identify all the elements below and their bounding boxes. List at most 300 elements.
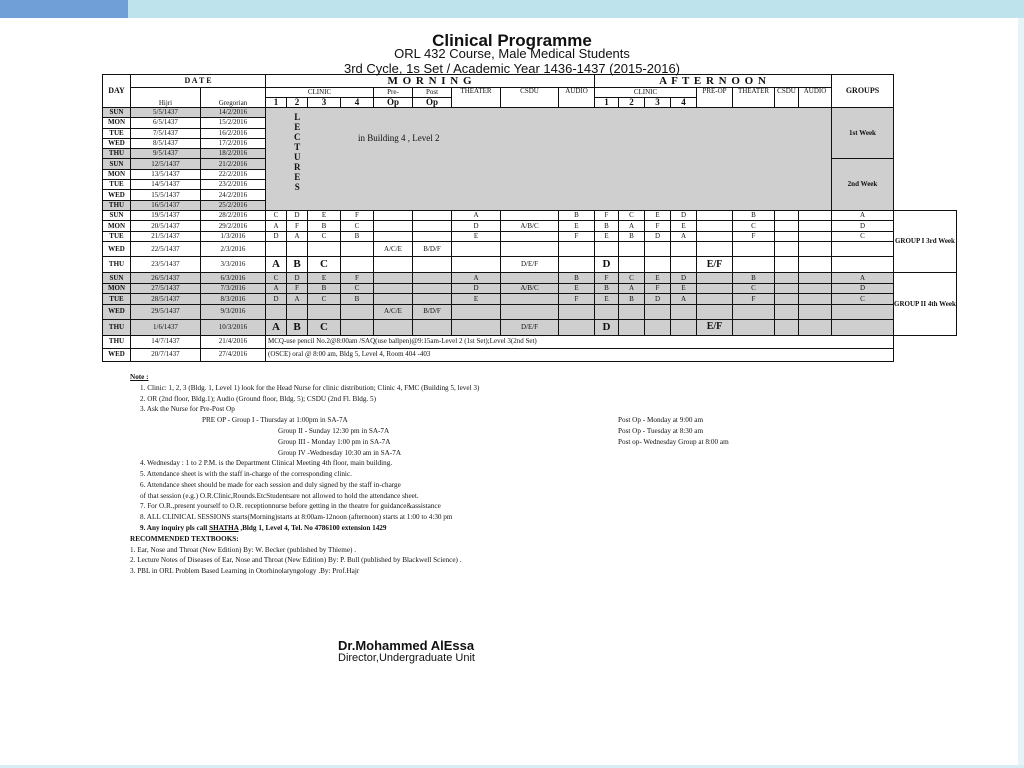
- schedule-cell: [799, 319, 832, 335]
- schedule-cell: B: [619, 231, 645, 242]
- rotation-row-hijri: 21/5/1437: [131, 231, 201, 242]
- schedule-cell: B: [559, 210, 595, 221]
- rotation-row-day: MON: [103, 221, 131, 232]
- lecture-letter: L: [294, 112, 301, 122]
- lecture-row-gregorian: 23/2/2016: [201, 180, 266, 190]
- schedule-cell: D: [452, 221, 501, 232]
- notes-heading: Note :: [130, 373, 149, 381]
- schedule-cell: B: [619, 294, 645, 305]
- exam-details: MCQ-use pencil No.2@8:00am /SAQ(use ballpen)@9:15am-Level 2 (1st Set);Level 3(2nd Set): [266, 335, 894, 348]
- gregorian-header: Gregorian: [201, 88, 266, 108]
- group-2-week-4: GROUP II 4th Week: [894, 273, 957, 336]
- schedule-cell: E: [595, 231, 619, 242]
- schedule-cell: [697, 210, 733, 221]
- schedule-cell: [832, 242, 894, 257]
- textbook-1: 1. Ear, Nose and Throat (New Edition) By: W. Becker (published by Thieme) .: [130, 545, 357, 554]
- schedule-cell: [413, 294, 452, 305]
- clinic-num-pm: 3: [645, 98, 671, 108]
- lecture-letter: E: [294, 122, 301, 132]
- schedule-cell: [671, 242, 697, 257]
- schedule-cell: D: [266, 294, 287, 305]
- rotation-row-gregorian: 10/3/2016: [201, 319, 266, 335]
- schedule-cell: F: [287, 283, 308, 294]
- schedule-cell: [501, 242, 559, 257]
- lecture-letter: T: [294, 142, 301, 152]
- lecture-letter: R: [294, 162, 301, 172]
- rotation-row-gregorian: 2/3/2016: [201, 242, 266, 257]
- schedule-cell: A: [266, 221, 287, 232]
- schedule-cell: A: [671, 294, 697, 305]
- schedule-cell: [413, 210, 452, 221]
- schedule-cell: F: [559, 294, 595, 305]
- schedule-cell: A: [832, 273, 894, 284]
- exam-row-gregorian: 27/4/2016: [201, 348, 266, 361]
- note-8: 8. ALL CLINICAL SESSIONS starts(Morning)starts at 8:00am-12noon (afternoon) starts at 1:00 to 4:30 pm: [140, 513, 453, 522]
- schedule-cell: E: [308, 273, 341, 284]
- clinic-num-am: 2: [287, 98, 308, 108]
- schedule-cell: E: [645, 273, 671, 284]
- exam-row-hijri: 14/7/1437: [131, 335, 201, 348]
- schedule-cell: [559, 257, 595, 273]
- schedule-cell: D: [287, 210, 308, 221]
- rotation-row-hijri: 23/5/1437: [131, 257, 201, 273]
- audio-header-pm: AUDIO: [799, 88, 832, 108]
- lecture-row-gregorian: 17/2/2016: [201, 138, 266, 148]
- lecture-row-day: THU: [103, 200, 131, 210]
- schedule-cell: B: [287, 257, 308, 273]
- notes-section: [130, 372, 850, 577]
- week-2-group: 2nd Week: [832, 159, 894, 210]
- schedule-cell: [452, 304, 501, 319]
- exam-row: [103, 335, 957, 348]
- rotation-row-gregorian: 6/3/2016: [201, 273, 266, 284]
- schedule-cell: [799, 242, 832, 257]
- schedule-cell: F: [341, 273, 374, 284]
- lecture-row-gregorian: 16/2/2016: [201, 128, 266, 138]
- rotation-row: [103, 242, 957, 257]
- rotation-row: [103, 283, 957, 294]
- lecture-row: [103, 108, 957, 118]
- document-subtitle: ORL 432 Course, Male Medical Students: [394, 46, 630, 61]
- rotation-row: [103, 221, 957, 232]
- lecture-row-day: TUE: [103, 128, 131, 138]
- rotation-row-day: TUE: [103, 231, 131, 242]
- schedule-cell: B: [595, 221, 619, 232]
- clinic-header-am: CLINIC: [266, 88, 374, 98]
- schedule-cell: A: [287, 231, 308, 242]
- schedule-cell: [452, 257, 501, 273]
- schedule-cell: C: [341, 283, 374, 294]
- schedule-cell: [413, 273, 452, 284]
- clinic-num-am: 1: [266, 98, 287, 108]
- schedule-cell: F: [287, 221, 308, 232]
- clinic-num-pm: 2: [619, 98, 645, 108]
- schedule-cell: [799, 294, 832, 305]
- rotation-row-hijri: 27/5/1437: [131, 283, 201, 294]
- schedule-cell: E: [308, 210, 341, 221]
- schedule-cell: B: [733, 273, 775, 284]
- schedule-cell: [733, 242, 775, 257]
- schedule-cell: E/F: [697, 257, 733, 273]
- schedule-cell: B: [341, 294, 374, 305]
- schedule-cell: [645, 257, 671, 273]
- schedule-cell: F: [559, 231, 595, 242]
- schedule-cell: D: [595, 319, 619, 335]
- schedule-cell: B/D/F: [413, 242, 452, 257]
- lecture-row-gregorian: 22/2/2016: [201, 169, 266, 179]
- frame-right-edge: [1018, 18, 1024, 768]
- schedule-cell: [341, 304, 374, 319]
- note-2: 2. OR (2nd floor, Bldg.1); Audio (Ground floor, Bldg. 5); CSDU (2nd Fl. Bldg. 5): [140, 394, 377, 403]
- csdu-header-am: CSDU: [501, 88, 559, 108]
- schedule-cell: A/C/E: [374, 242, 413, 257]
- rotation-row-hijri: 20/5/1437: [131, 221, 201, 232]
- signature-name: Dr.Mohammed AlEssa: [338, 638, 475, 653]
- schedule-cell: [413, 221, 452, 232]
- audio-header-am: AUDIO: [559, 88, 595, 108]
- rotation-row-gregorian: 29/2/2016: [201, 221, 266, 232]
- preop-list: [202, 415, 401, 458]
- schedule-cell: [619, 319, 645, 335]
- postop-list: [618, 415, 729, 447]
- schedule-cell: [775, 221, 799, 232]
- note-5: 5. Attendance sheet is with the staff in-charge of the corresponding clinic.: [140, 469, 352, 478]
- rotation-row-day: WED: [103, 304, 131, 319]
- schedule-cell: [501, 273, 559, 284]
- note-9-prefix: 9. Any inquiry pls call: [140, 523, 210, 532]
- lecture-row-hijri: 15/5/1437: [131, 190, 201, 200]
- schedule-cell: E: [671, 283, 697, 294]
- postop-item: Post Op - Monday at 9:00 am: [618, 416, 704, 425]
- exam-row-hijri: 20/7/1437: [131, 348, 201, 361]
- schedule-cell: C: [266, 273, 287, 284]
- lecture-row-day: SUN: [103, 159, 131, 169]
- signature-role: Director,Undergraduate Unit: [338, 652, 475, 664]
- preop-schedule: [130, 415, 850, 458]
- schedule-cell: [374, 273, 413, 284]
- clinic-num-pm: 4: [671, 98, 697, 108]
- schedule-cell: A: [452, 273, 501, 284]
- schedule-cell: [775, 210, 799, 221]
- lecture-row-day: TUE: [103, 180, 131, 190]
- rotation-row: [103, 273, 957, 284]
- schedule-cell: [341, 257, 374, 273]
- lecture-row-hijri: 6/5/1437: [131, 118, 201, 128]
- schedule-cell: A: [266, 257, 287, 273]
- schedule-cell: [832, 319, 894, 335]
- schedule-cell: A: [266, 283, 287, 294]
- schedule-cell: [799, 210, 832, 221]
- schedule-cell: [308, 242, 341, 257]
- lecture-row-gregorian: 21/2/2016: [201, 159, 266, 169]
- lecture-row-gregorian: 14/2/2016: [201, 108, 266, 118]
- schedule-cell: F: [645, 283, 671, 294]
- schedule-cell: B: [308, 221, 341, 232]
- rotation-row-hijri: 22/5/1437: [131, 242, 201, 257]
- rotation-row: [103, 304, 957, 319]
- schedule-cell: [374, 210, 413, 221]
- schedule-cell: [559, 242, 595, 257]
- clinic-num-am: 3: [308, 98, 341, 108]
- schedule-cell: [832, 257, 894, 273]
- lecture-row-day: MON: [103, 118, 131, 128]
- schedule-cell: D: [832, 221, 894, 232]
- schedule-cell: [413, 283, 452, 294]
- schedule-cell: A: [832, 210, 894, 221]
- schedule-cell: [559, 304, 595, 319]
- schedule-cell: C: [308, 319, 341, 335]
- textbook-2: 2. Lecture Notes of Diseases of Ear, Nose and Throat (New Edition) By: P. Bull (published by Blackwell Science) .: [130, 556, 462, 565]
- note-1: 1. Clinic: 1, 2, 3 (Bldg. 1, Level 1) look for the Head Nurse for clinic distribution; Clinic 4, FMC (Building 5, level 3): [140, 383, 480, 392]
- lecture-row-hijri: 7/5/1437: [131, 128, 201, 138]
- preop-item: Group III - Monday 1:00 pm in SA-7A: [278, 437, 391, 446]
- schedule-cell: A/B/C: [501, 283, 559, 294]
- rotation-row-gregorian: 8/3/2016: [201, 294, 266, 305]
- rotation-row-day: MON: [103, 283, 131, 294]
- schedule-cell: B: [287, 319, 308, 335]
- lecture-row-gregorian: 15/2/2016: [201, 118, 266, 128]
- schedule-cell: [799, 257, 832, 273]
- schedule-cell: B: [733, 210, 775, 221]
- schedule-cell: [697, 231, 733, 242]
- exam-row: [103, 348, 957, 361]
- schedule-cell: A: [619, 221, 645, 232]
- schedule-cell: [799, 273, 832, 284]
- schedule-cell: [374, 257, 413, 273]
- top-bar-accent: [0, 0, 128, 18]
- schedule-cell: [671, 257, 697, 273]
- schedule-cell: [671, 304, 697, 319]
- lecture-row-gregorian: 18/2/2016: [201, 149, 266, 159]
- lectures-vertical-label: [294, 112, 301, 192]
- schedule-cell: D/E/F: [501, 319, 559, 335]
- schedule-cell: [308, 304, 341, 319]
- schedule-cell: B/D/F: [413, 304, 452, 319]
- schedule-cell: D: [645, 231, 671, 242]
- schedule-cell: F: [595, 273, 619, 284]
- preop-item: Group IV -Wednesday 10:30 am in SA-7A: [278, 448, 402, 457]
- schedule-cell: C: [832, 231, 894, 242]
- lecture-row-gregorian: 24/2/2016: [201, 190, 266, 200]
- lecture-location: in Building 4 , Level 2: [358, 133, 440, 143]
- lecture-row-day: MON: [103, 169, 131, 179]
- schedule-cell: [413, 319, 452, 335]
- schedule-cell: [697, 304, 733, 319]
- lecture-row-day: SUN: [103, 108, 131, 118]
- clinic-header-pm: CLINIC: [595, 88, 697, 98]
- hijri-header: Hijri: [131, 88, 201, 108]
- schedule-cell: [287, 304, 308, 319]
- schedule-cell: D: [832, 283, 894, 294]
- schedule-cell: D: [595, 257, 619, 273]
- schedule-cell: [697, 273, 733, 284]
- schedule-cell: [341, 242, 374, 257]
- rotation-row-hijri: 29/5/1437: [131, 304, 201, 319]
- schedule-cell: [697, 242, 733, 257]
- postop-item: Post op- Wednesday Group at 8:00 am: [618, 437, 729, 446]
- schedule-cell: F: [595, 210, 619, 221]
- rotation-row-day: TUE: [103, 294, 131, 305]
- post-op-label: Op: [413, 98, 452, 108]
- schedule-cell: D: [287, 273, 308, 284]
- schedule-cell: [413, 257, 452, 273]
- clinic-num-pm: 1: [595, 98, 619, 108]
- schedule-cell: [697, 221, 733, 232]
- theater-header-am: THEATER: [452, 88, 501, 108]
- document-title: Clinical Programme: [432, 31, 592, 50]
- exam-details: (OSCE) oral @ 8:00 am, Bldg 5, Level 4, Room 404 -403: [266, 348, 894, 361]
- schedule-cell: [595, 304, 619, 319]
- schedule-cell: A: [452, 210, 501, 221]
- afternoon-header: A F T E R N O O N: [595, 75, 832, 88]
- groups-header: GROUPS: [832, 75, 894, 108]
- lecture-row-hijri: 8/5/1437: [131, 138, 201, 148]
- textbooks-heading: RECOMMENDED TEXTBOOKS:: [130, 534, 239, 543]
- lecture-row-gregorian: 25/2/2016: [201, 200, 266, 210]
- note-4: 4. Wednesday : 1 to 2 P.M. is the Department Clinical Meeting 4th floor, main building.: [140, 459, 393, 468]
- schedule-cell: [452, 242, 501, 257]
- lecture-letter: S: [294, 182, 300, 192]
- preop-item: PRE OP - Group I - Thursday at 1:00pm in SA-7A: [202, 416, 348, 425]
- note-3: 3. Ask the Nurse for Pre-Post Op: [140, 405, 235, 414]
- schedule-cell: [374, 221, 413, 232]
- rotation-row-gregorian: 1/3/2016: [201, 231, 266, 242]
- schedule-cell: [799, 231, 832, 242]
- schedule-cell: B: [308, 283, 341, 294]
- schedule-cell: C: [341, 221, 374, 232]
- rotation-row-hijri: 28/5/1437: [131, 294, 201, 305]
- schedule-cell: [413, 231, 452, 242]
- schedule-cell: [374, 294, 413, 305]
- schedule-cell: [775, 273, 799, 284]
- schedule-cell: [697, 294, 733, 305]
- lectures-block: [266, 108, 832, 211]
- exam-row-day: WED: [103, 348, 131, 361]
- rotation-row: [103, 294, 957, 305]
- contact-name: SHATHA: [209, 523, 239, 532]
- rotation-row-hijri: 19/5/1437: [131, 210, 201, 221]
- schedule-cell: [775, 231, 799, 242]
- schedule-cell: [832, 304, 894, 319]
- schedule-cell: [287, 242, 308, 257]
- morning-header: M O R N I N G: [266, 75, 595, 88]
- schedule-cell: C: [308, 231, 341, 242]
- schedule-cell: D: [452, 283, 501, 294]
- schedule-cell: [775, 257, 799, 273]
- schedule-cell: E: [559, 221, 595, 232]
- schedule-cell: F: [341, 210, 374, 221]
- lecture-row-day: WED: [103, 190, 131, 200]
- rotation-row-day: SUN: [103, 273, 131, 284]
- schedule-cell: C: [266, 210, 287, 221]
- lecture-row-hijri: 14/5/1437: [131, 180, 201, 190]
- note-6: 6. Attendance sheet should be made for each session and duly signed by the staff in-charge: [140, 480, 401, 489]
- rotation-row: [103, 231, 957, 242]
- schedule-cell: [374, 283, 413, 294]
- schedule-cell: E: [645, 210, 671, 221]
- schedule-cell: [733, 304, 775, 319]
- schedule-cell: B: [595, 283, 619, 294]
- schedule-cell: C: [733, 283, 775, 294]
- exam-row-gregorian: 21/4/2016: [201, 335, 266, 348]
- textbook-3: 3. PBL in ORL Problem Based Learning in Otorhinolaryngology .By: Prof.Hajr: [130, 567, 360, 576]
- schedule-cell: E: [671, 221, 697, 232]
- schedule-cell: E: [559, 283, 595, 294]
- postop-item: Post Op - Tuesday at 8:30 am: [618, 426, 704, 435]
- schedule-cell: C: [308, 294, 341, 305]
- schedule-cell: [645, 304, 671, 319]
- schedule-cell: [733, 319, 775, 335]
- theater-header-pm: THEATER: [733, 88, 775, 108]
- lecture-row-hijri: 16/5/1437: [131, 200, 201, 210]
- lecture-row-day: WED: [103, 138, 131, 148]
- schedule-cell: D: [671, 273, 697, 284]
- schedule-cell: [341, 319, 374, 335]
- schedule-cell: [266, 304, 287, 319]
- schedule-cell: [619, 304, 645, 319]
- schedule-cell: A/C/E: [374, 304, 413, 319]
- schedule-cell: A: [671, 231, 697, 242]
- lecture-row-hijri: 12/5/1437: [131, 159, 201, 169]
- schedule-cell: [799, 221, 832, 232]
- preop-item: Group II - Sunday 12:30 pm in SA-7A: [278, 426, 390, 435]
- lecture-row-hijri: 5/5/1437: [131, 108, 201, 118]
- note-6-continued: of that session (e.g.) O.R.Clinic,Rounds.EtcStudentsare not allowed to hold the attendance sheet.: [140, 491, 419, 500]
- schedule-cell: C: [733, 221, 775, 232]
- group-1-week-3: GROUP I 3rd Week: [894, 210, 957, 273]
- schedule-cell: [619, 242, 645, 257]
- schedule-cell: [645, 242, 671, 257]
- rotation-row: [103, 210, 957, 221]
- lecture-row-hijri: 13/5/1437: [131, 169, 201, 179]
- day-header: DAY: [103, 75, 131, 108]
- rotation-row-hijri: 1/6/1437: [131, 319, 201, 335]
- schedule-cell: [374, 231, 413, 242]
- pre-op-label: Op: [374, 98, 413, 108]
- schedule-cell: [775, 283, 799, 294]
- schedule-cell: D/E/F: [501, 257, 559, 273]
- rotation-row-day: THU: [103, 319, 131, 335]
- schedule-cell: [671, 319, 697, 335]
- schedule-cell: A: [266, 319, 287, 335]
- schedule-cell: D: [671, 210, 697, 221]
- schedule-cell: [501, 231, 559, 242]
- top-bar: [0, 0, 1024, 18]
- lecture-letter: E: [294, 172, 301, 182]
- schedule-cell: C: [619, 273, 645, 284]
- rotation-row-day: THU: [103, 257, 131, 273]
- schedule-cell: [501, 304, 559, 319]
- schedule-cell: [733, 257, 775, 273]
- schedule-cell: D: [266, 231, 287, 242]
- schedule-cell: D: [645, 294, 671, 305]
- schedule-table-wrapper: [102, 74, 957, 362]
- post-header: Post: [413, 88, 452, 98]
- rotation-row: [103, 257, 957, 273]
- rotation-row-hijri: 26/5/1437: [131, 273, 201, 284]
- rotation-row-day: WED: [103, 242, 131, 257]
- rotation-row-gregorian: 7/3/2016: [201, 283, 266, 294]
- schedule-cell: C: [308, 257, 341, 273]
- schedule-cell: [559, 319, 595, 335]
- exam-row-day: THU: [103, 335, 131, 348]
- schedule-cell: [775, 294, 799, 305]
- schedule-cell: C: [832, 294, 894, 305]
- academic-cycle: 3rd Cycle, 1s Set / Academic Year 1436-1437 (2015-2016): [343, 61, 681, 76]
- schedule-cell: [266, 242, 287, 257]
- schedule-cell: C: [619, 210, 645, 221]
- rotation-row-gregorian: 9/3/2016: [201, 304, 266, 319]
